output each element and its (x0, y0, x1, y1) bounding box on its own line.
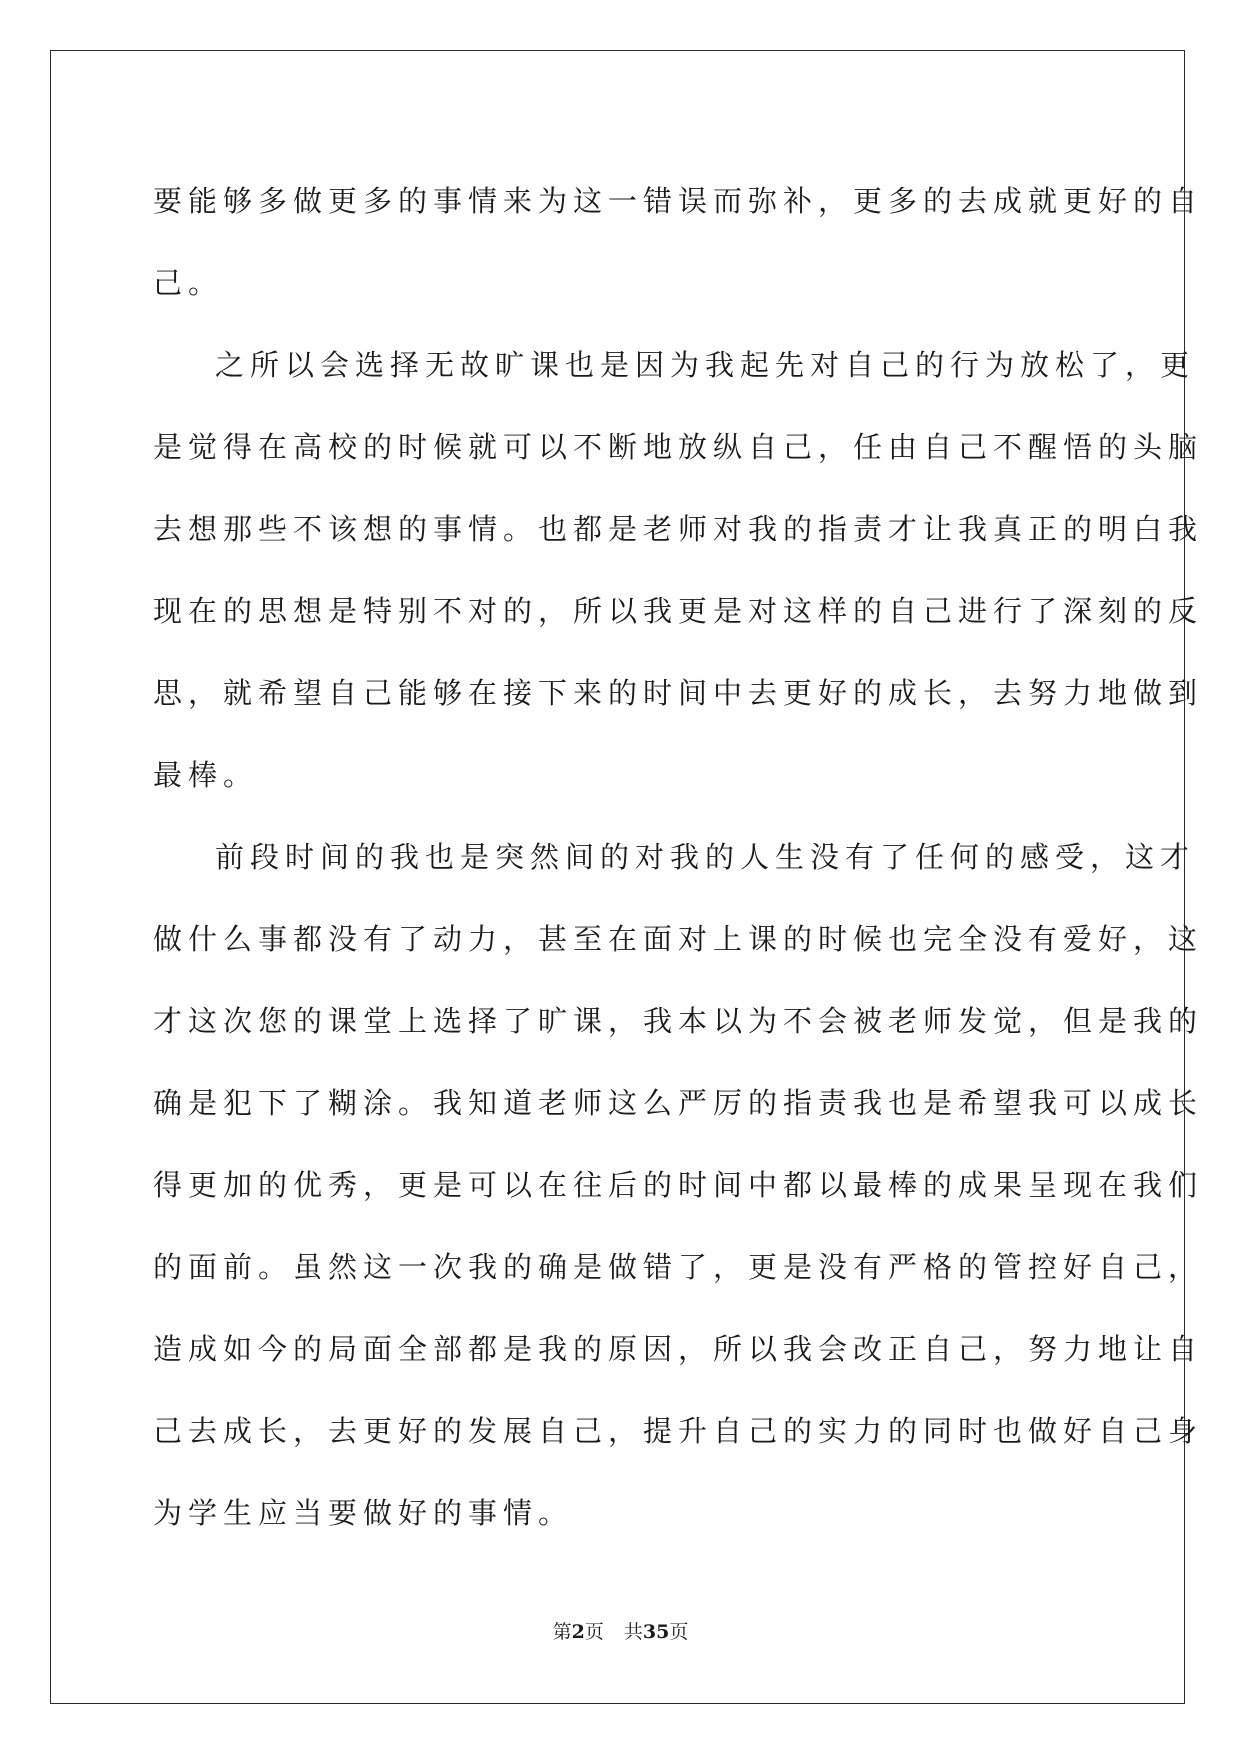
text-line: 要能够多做更多的事情来为这一错误而弥补，更多的去成就更好的自 (153, 184, 1204, 218)
total-pages: 35 (642, 1621, 670, 1643)
text-line: 去想那些不该想的事情。也都是老师对我的指责才让我真正的明白我 (153, 512, 1204, 546)
text-line: 才这次您的课堂上选择了旷课，我本以为不会被老师发觉，但是我的 (153, 1004, 1204, 1038)
text-line: 确是犯下了糊涂。我知道老师这么严厉的指责我也是希望我可以成长 (153, 1086, 1204, 1120)
text-line: 思，就希望自己能够在接下来的时间中去更好的成长，去努力地做到 (153, 676, 1204, 710)
text-line: 最棒。 (153, 758, 259, 792)
paragraph-first-line: 之所以会选择无故旷课也是因为我起先对自己的行为放松了，更 (215, 348, 1196, 382)
text-line: 得更加的优秀，更是可以在往后的时间中都以最棒的成果呈现在我们 (153, 1168, 1204, 1202)
document-body (153, 160, 1204, 1554)
total-suffix: 页 (669, 1621, 689, 1643)
text-line: 己去成长，去更好的发展自己，提升自己的实力的同时也做好自己身 (153, 1414, 1204, 1448)
text-line: 造成如今的局面全部都是我的原因，所以我会改正自己，努力地让自 (153, 1332, 1204, 1366)
text-line: 为学生应当要做好的事情。 (153, 1496, 574, 1530)
text-line: 己。 (153, 266, 224, 300)
page-suffix: 页 (584, 1621, 604, 1643)
total-prefix: 共 (623, 1621, 643, 1643)
paragraph-first-line: 前段时间的我也是突然间的对我的人生没有了任何的感受，这才 (215, 840, 1196, 874)
text-line: 现在的思想是特别不对的，所以我更是对这样的自己进行了深刻的反 (153, 594, 1204, 628)
text-line: 的面前。虽然这一次我的确是做错了，更是没有严格的管控好自己， (153, 1250, 1204, 1284)
text-line: 是觉得在高校的时候就可以不断地放纵自己，任由自己不醒悟的头脑 (153, 430, 1204, 464)
page-footer (0, 1620, 1241, 1644)
page-prefix: 第 (552, 1621, 572, 1643)
text-line: 做什么事都没有了动力，甚至在面对上课的时候也完全没有爱好，这 (153, 922, 1204, 956)
page-number: 2 (571, 1621, 585, 1643)
